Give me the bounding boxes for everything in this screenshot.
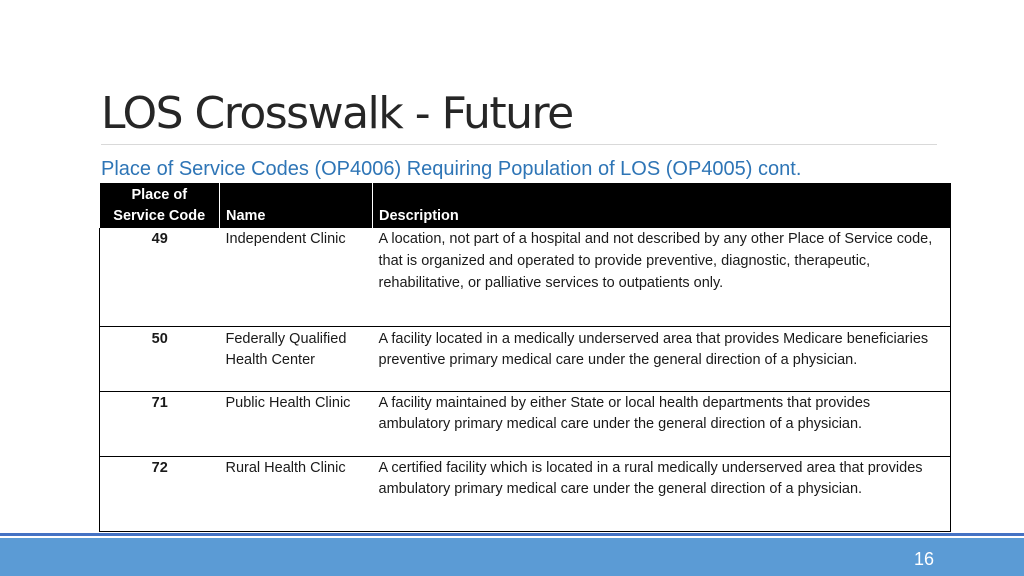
table-row bbox=[100, 228, 951, 326]
row-name: Rural Health Clinic bbox=[220, 456, 373, 531]
row-code: 49 bbox=[100, 228, 220, 326]
row-code: 72 bbox=[100, 456, 220, 531]
title-divider bbox=[101, 144, 937, 145]
header-place-of-service-code: Place of Service Code bbox=[100, 183, 220, 228]
table-row bbox=[100, 391, 951, 456]
row-name: Public Health Clinic bbox=[220, 391, 373, 456]
slide-title: LOS Crosswalk - Future bbox=[101, 88, 573, 139]
row-code: 71 bbox=[100, 391, 220, 456]
row-code: 50 bbox=[100, 326, 220, 391]
row-name: Independent Clinic bbox=[220, 228, 373, 326]
footer-bar bbox=[0, 538, 1024, 576]
table-row bbox=[100, 326, 951, 391]
place-of-service-table bbox=[99, 183, 951, 532]
row-description: A location, not part of a hospital and not described by any other Place of Service code, that is organized and operated to provide preventive, diagnostic, therapeutic, rehabilitative, or palliative services to outpatients only. bbox=[373, 228, 951, 326]
header-description: Description bbox=[373, 183, 951, 228]
table-row bbox=[100, 456, 951, 531]
row-description: A facility located in a medically underserved area that provides Medicare beneficiaries preventive primary medical care under the general direction of a physician. bbox=[373, 326, 951, 391]
page-number: 16 bbox=[913, 549, 934, 569]
slide-subtitle: Place of Service Codes (OP4006) Requiring Population of LOS (OP4005) cont. bbox=[101, 158, 802, 180]
row-name: Federally Qualified Health Center bbox=[220, 326, 373, 391]
footer-accent-line bbox=[0, 533, 1024, 536]
header-name: Name bbox=[220, 183, 373, 228]
row-description: A facility maintained by either State or local health departments that provides ambulatory primary medical care under the general direction of a physician. bbox=[373, 391, 951, 456]
table-header-row bbox=[100, 183, 951, 228]
row-description: A certified facility which is located in a rural medically underserved area that provides ambulatory primary medical care under the general direction of a physician. bbox=[373, 456, 951, 531]
